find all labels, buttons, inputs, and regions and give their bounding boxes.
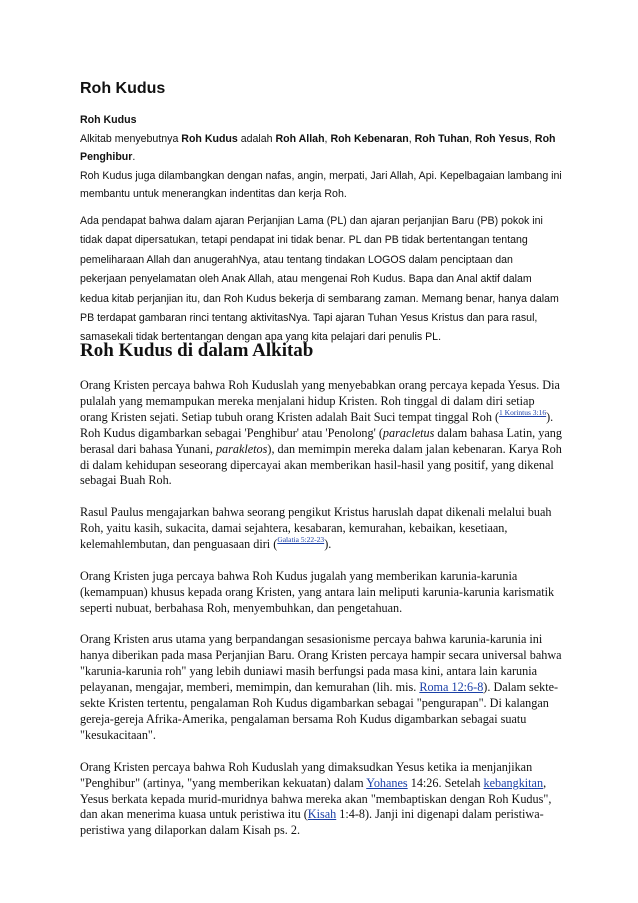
paragraph-5 — [80, 760, 562, 840]
section-body — [80, 378, 562, 855]
paragraph-text: , Yesus berkata kepada murid-muridnya bahwa mereka akan "membaptiskan dengan Roh Kudus", dan akan menerima kuasa untuk peristiwa itu ( — [80, 775, 552, 822]
intro-text: , — [408, 132, 415, 145]
intro-block — [80, 111, 562, 204]
paragraph-text: Rasul Paulus mengajarkan bahwa seorang pengikut Kristus haruslah dapat dikenali melalui buah Roh, yaitu kasih, sukacita, damai sejahtera, kesabaran, kemurahan, kebaikan, kesetiaan, kelemahlembutan, dan penguasaan diri ( — [80, 505, 552, 552]
intro-text: , — [469, 132, 476, 145]
name-roh-kudus: Roh Kudus — [181, 132, 238, 145]
paragraph-text: ), dan memimpin mereka dalam jalan kebenaran. Karya Roh di dalam kehidupan seseorang dipercayai akan memberikan hasil-hasil yang positif, yang dikenal sebagai Buah Roh. — [80, 441, 562, 488]
paragraph-text: ). Dalam sekte-sekte Kristen tertentu, pengalaman Roh Kudus digambarkan sebagai "pengurapan". Di kalangan gereja-gereja Afrika-Amerika, pengalaman bersama Roh Kudus digambarkan sebagai suatu "kesukacitaan". — [80, 680, 559, 742]
paragraph-3: Orang Kristen juga percaya bahwa Roh Kudus jugalah yang memberikan karunia-karunia (kemampuan) khusus kepada orang Kristen, yang antara lain meliputi karunia-karunia karismatik seperti nubuat, berbahasa Roh, menyembuhkan, dan pengetahuan. — [80, 568, 555, 615]
section-title: Roh Kudus di dalam Alkitab — [80, 340, 314, 361]
intro-text: adalah — [237, 132, 276, 145]
paragraph-text: 1:4-8). Janji ini digenapi dalam peristiwa-peristiwa yang dilaporkan dalam Kisah ps. 2. — [80, 807, 544, 838]
ref-link-1-korintus[interactable]: 1 Korintus 3:16 — [499, 407, 547, 417]
paragraph-text: Orang Kristen arus utama yang berpandangan sesasionisme percaya bahwa karunia-karunia ini hanya diberikan pada masa Perjanjian Baru. Orang Kristen percaya hampir secara universal bahwa "karunia-karunia roh" yang lebih duniawi masih berfungsi pada masa kini, antara lain karunia pelayanan, mengajar, memberi, memimpin, dan kemurahan (lih. mis. — [80, 632, 562, 695]
reference-superscript — [499, 408, 546, 417]
link-roma[interactable]: Roma 12:6-8 — [419, 680, 484, 695]
paragraph-1 — [80, 378, 562, 489]
pl-pb-paragraph: Ada pendapat bahwa dalam ajaran Perjanjian Lama (PL) dan ajaran perjanjian Baru (PB) pokok ini tidak dapat dipersatukan, tetapi pendapat ini tidak benar. PL dan PB tidak bertentangan tentang pemeliharaan Allah dan anugerahNya, atau tentang tindakan LOGOS dalam penciptaan dan pekerjaan penyelamatan oleh Anak Allah, atau mengenai Roh Kudus. Bapa dan Anal aktif dalam kedua kitab perjanjian itu, dan Roh Kudus bekerja di sembarang zaman. Memang benar, hanya dalam PB terdapat gambaran rinci tentang aktivitasNya. Tapi ajaran Tuhan Yesus Kristus dan para rasul, samasekali tidak bertentangan dengan apa yang kita pelajari dari penulis PL. — [80, 215, 559, 344]
intro-names-paragraph — [80, 130, 562, 167]
paragraph-text: dalam bahasa Latin, yang berasal dari bahasa Yunani, — [80, 425, 562, 456]
latin-term: paracletus — [382, 425, 435, 440]
document-title: Roh Kudus — [80, 80, 166, 97]
paragraph-text: Orang Kristen percaya bahwa Roh Kuduslah yang menyebabkan orang percaya kepada Yesus. Dia pulalah yang memampukan mereka menjalani hidup Kristen. Roh tinggal di dalam diri setiap orang Kristen sejati. Setiap tubuh orang Kristen adalah Bait Suci tempat tinggal Roh ( — [80, 378, 560, 424]
intro-symbols-paragraph: Roh Kudus juga dilambangkan dengan nafas, angin, merpati, Jari Allah, Api. Kepelbagaian lambang ini membantu untuk menerangkan indentitas dan kerja Roh. — [80, 169, 562, 200]
greek-term: parakletos — [215, 441, 268, 456]
name-roh-yesus: Roh Yesus — [475, 132, 530, 145]
name-roh-penghibur: Roh Penghibur — [80, 132, 556, 163]
reference-superscript — [277, 535, 324, 544]
intro-label: Roh Kudus — [80, 114, 137, 126]
paragraph-text: ). — [324, 537, 332, 552]
link-kebangkitan[interactable]: kebangkitan — [483, 775, 544, 790]
intro-text: . — [132, 151, 136, 163]
paragraph-text: ). Roh Kudus digambarkan sebagai 'Penghibur' atau 'Penolong' ( — [80, 409, 554, 440]
link-kisah[interactable]: Kisah — [307, 807, 337, 822]
paragraph-2 — [80, 505, 562, 553]
name-roh-kebenaran: Roh Kebenaran — [330, 132, 409, 145]
intro-text: Alkitab menyebutnya — [80, 132, 182, 145]
paragraph-4 — [80, 632, 562, 743]
intro-text: , — [529, 132, 535, 145]
ref-link-galatia[interactable]: Galatia 5:22-23 — [277, 535, 325, 545]
paragraph-text: Orang Kristen percaya bahwa Roh Kuduslah yang dimaksudkan Yesus ketika ia menjanjikan "Penghibur" (artinya, "yang memberikan kekuatan) dalam — [80, 759, 533, 790]
name-roh-allah: Roh Allah — [275, 132, 325, 145]
intro-text: , — [324, 132, 331, 145]
paragraph-text: 14:26. Setelah — [407, 775, 484, 790]
link-yohanes[interactable]: Yohanes — [366, 775, 408, 790]
name-roh-tuhan: Roh Tuhan — [414, 132, 470, 145]
